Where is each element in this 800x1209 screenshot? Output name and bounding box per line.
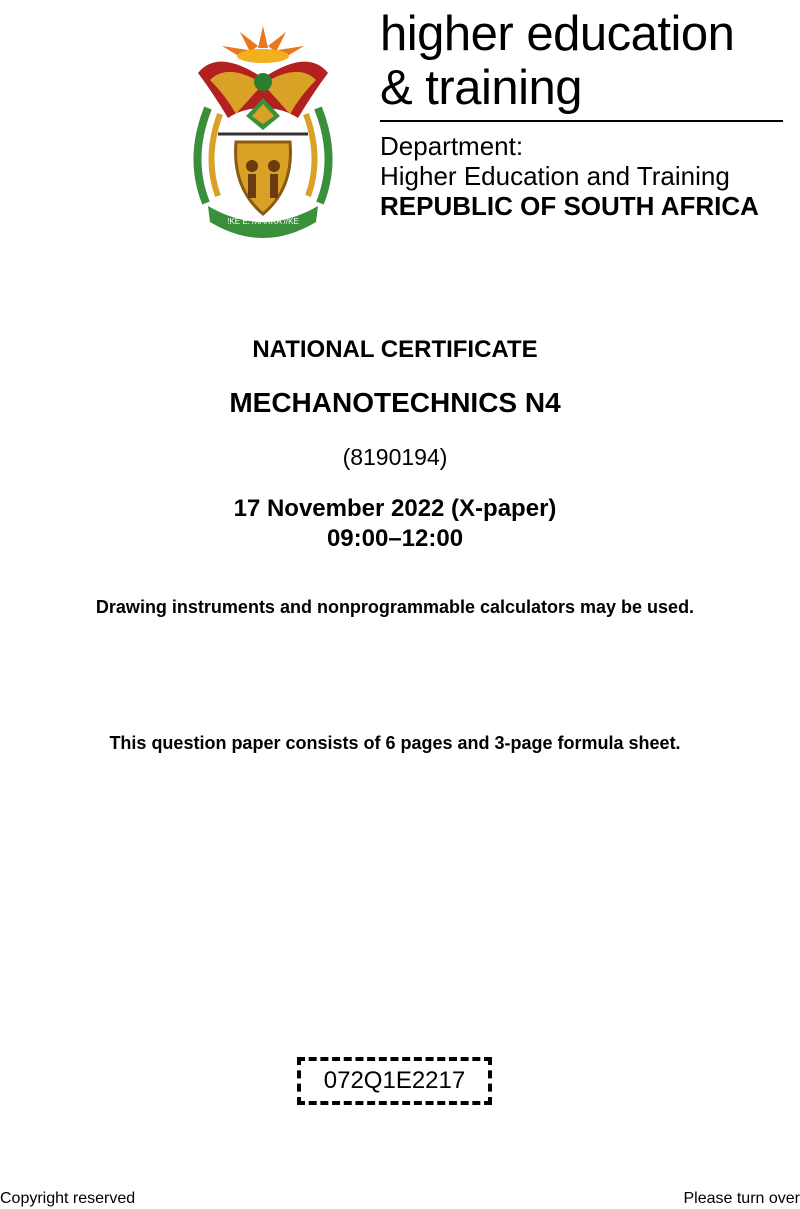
certificate-title: NATIONAL CERTIFICATE <box>252 336 538 363</box>
crest-motto: !KE E: /XARRA //KE <box>227 217 299 226</box>
exam-time: 09:00–12:00 <box>326 525 464 552</box>
pages-note: This question paper consists of 6 pages and 3-page formula sheet. <box>109 733 681 753</box>
subject-code: (8190194) <box>342 444 448 470</box>
paper-code: 072Q1E2217 <box>323 1067 466 1094</box>
brand-line-1: higher education <box>380 7 735 61</box>
subject-title: MECHANOTECHNICS N4 <box>229 387 561 418</box>
coat-of-arms-icon <box>178 18 348 240</box>
footer-copyright: Copyright reserved <box>0 1190 136 1207</box>
country-name: REPUBLIC OF SOUTH AFRICA <box>380 191 759 221</box>
paper-code-box <box>297 1057 492 1105</box>
department-label: Department: <box>380 131 524 161</box>
brand-line-2: & training <box>380 61 583 115</box>
footer-turn-over: Please turn over <box>683 1190 800 1207</box>
header-divider <box>380 120 783 122</box>
instructions-text: Drawing instruments and nonprogrammable calculators may be used. <box>95 597 695 617</box>
exam-date: 17 November 2022 (X-paper) <box>233 495 557 522</box>
department-name: Higher Education and Training <box>380 161 730 191</box>
